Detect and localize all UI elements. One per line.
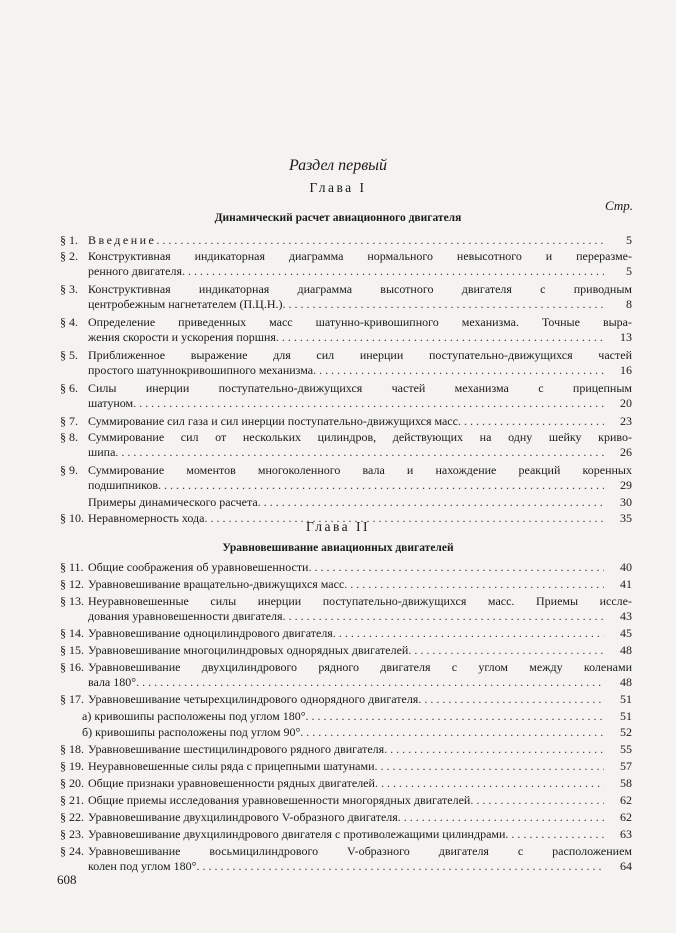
- toc-entry[interactable]: [60, 381, 632, 411]
- entry-title-line: Примеры динамического расчета: [88, 495, 258, 509]
- leader-dots: [344, 577, 604, 592]
- leader-dots: [283, 297, 605, 312]
- page-number-ref: 23: [620, 414, 632, 428]
- entry-title-line: Уравновешивание двухцилиндрового двигателя с противолежащими цилиндрами: [88, 827, 506, 841]
- entry-title-line: Определение приведенных масс шатунно-кривошипного механизма. Точные выра-: [88, 315, 632, 329]
- toc-entry[interactable]: [60, 249, 632, 279]
- entry-title-line: Приближенное выражение для сил инерции поступательно-движущихся частей: [88, 348, 632, 362]
- leader-dots: [133, 396, 604, 411]
- leader-dots: [283, 609, 604, 624]
- entry-title-line: Уравновешивание многоцилиндровых однорядных двигателей: [88, 643, 409, 657]
- entry-title-line: Общие признаки уравновешенности рядных двигателей: [88, 776, 375, 790]
- toc-entry[interactable]: [60, 463, 632, 493]
- entry-title-line: Общие соображения об уравновешенности: [88, 560, 309, 574]
- toc-entry[interactable]: [60, 844, 632, 874]
- leader-dots: [418, 692, 604, 707]
- page-number-ref: 5: [626, 264, 632, 278]
- section-number: § 23.: [60, 827, 84, 841]
- entry-title-line: Суммирование моментов многоколенного вала и нахождение реакций коренных: [88, 463, 632, 477]
- page-number-ref: 5: [626, 233, 632, 247]
- toc-entry[interactable]: [60, 742, 632, 757]
- toc-entry[interactable]: [60, 495, 632, 510]
- page-number-ref: 64: [620, 859, 632, 873]
- entry-title-line: шатуном: [88, 396, 134, 410]
- toc-entry[interactable]: [60, 577, 632, 592]
- entry-title-line: Уравновешивание вращательно-движущихся масс: [88, 577, 345, 591]
- section-number: § 22.: [60, 810, 84, 824]
- entry-title-line: центробежным нагнетателем (П.Ц.Н.): [88, 297, 283, 311]
- leader-dots: [384, 742, 604, 757]
- toc-entry[interactable]: [60, 709, 632, 724]
- leader-dots: [158, 478, 604, 493]
- entry-title-line: Уравновешивание одноцилиндрового двигателя: [88, 626, 333, 640]
- section-number: § 6.: [60, 381, 78, 395]
- toc-entry[interactable]: [60, 233, 632, 248]
- section-number: § 19.: [60, 759, 84, 773]
- leader-dots: [258, 495, 604, 510]
- page-number-ref: 55: [620, 742, 632, 756]
- page-number-ref: 45: [620, 626, 632, 640]
- entry-title-line: Неуравновешенные силы инерции поступательно-движущихся масс. Приемы иссле-: [88, 594, 632, 608]
- page-number-ref: 41: [620, 577, 632, 591]
- leader-dots: [470, 793, 604, 808]
- section-number: § 21.: [60, 793, 84, 807]
- section-number: § 20.: [60, 776, 84, 790]
- section-number: § 18.: [60, 742, 84, 756]
- leader-dots: [300, 725, 604, 740]
- entry-title-line: б) кривошипы расположены под углом 90°: [82, 725, 301, 739]
- page-number-ref: 62: [620, 793, 632, 807]
- entry-title-line: подшипников: [88, 478, 158, 492]
- chapter-2-label: Глава II: [305, 519, 371, 534]
- page-number-ref: 63: [620, 827, 632, 841]
- toc-entry[interactable]: [60, 560, 632, 575]
- entry-title-line: Уравновешивание двухцилиндрового V-образного двигателя: [88, 810, 398, 824]
- page-number-ref: 8: [626, 297, 632, 311]
- page-number-ref: 35: [620, 511, 632, 525]
- toc-entry[interactable]: [60, 810, 632, 825]
- page-number-ref: 62: [620, 810, 632, 824]
- entry-title-line: Уравновешивание четырехцилиндрового однорядного двигателя: [88, 692, 419, 706]
- page-number-ref: 43: [620, 609, 632, 623]
- entry-title-line: Конструктивная индикаторная диаграмма нормального невысотного и переразме-: [88, 249, 632, 263]
- toc-entry[interactable]: [60, 692, 632, 707]
- leader-dots: [408, 643, 604, 658]
- page-number-ref: 13: [620, 330, 632, 344]
- leader-dots: [156, 233, 604, 248]
- leader-dots: [375, 776, 604, 791]
- entry-title-line: вала 180°: [88, 675, 137, 689]
- page-number: 608: [57, 872, 77, 887]
- leader-dots: [458, 414, 604, 429]
- section-number: § 8.: [60, 430, 78, 444]
- toc-entry[interactable]: [60, 776, 632, 791]
- leader-dots: [182, 264, 604, 279]
- entry-title-line: простого шатуннокривошипного механизма: [88, 363, 314, 377]
- section-number: § 9.: [60, 463, 78, 477]
- section-number: § 13.: [60, 594, 84, 608]
- section-number: § 1.: [60, 233, 78, 247]
- entry-title-line: Неравномерность хода: [88, 511, 205, 525]
- part-title: Раздел первый: [288, 157, 388, 174]
- section-number: § 16.: [60, 660, 84, 674]
- toc-entry[interactable]: [60, 315, 632, 345]
- entry-title-line: дования уравновешенности двигателя: [88, 609, 283, 623]
- leader-dots: [313, 363, 604, 378]
- leader-dots: [196, 859, 604, 874]
- section-number: § 12.: [60, 577, 84, 591]
- leader-dots: [398, 810, 604, 825]
- toc-entry[interactable]: [60, 282, 632, 312]
- toc-entry[interactable]: [60, 430, 632, 460]
- leader-dots: [276, 330, 604, 345]
- entry-title-line: Уравновешивание двухцилиндрового рядного двигателя с углом между коленами: [88, 660, 632, 674]
- leader-dots: [333, 626, 604, 641]
- entry-title-line: Суммирование сил от нескольких цилиндров, действующих на одну шейку криво-: [88, 430, 632, 444]
- toc-entry[interactable]: [60, 414, 632, 429]
- page-number-ref: 30: [620, 495, 632, 509]
- section-number: § 5.: [60, 348, 78, 362]
- section-number: § 2.: [60, 249, 78, 263]
- page-number-ref: 48: [620, 643, 632, 657]
- entry-title-line: Общие приемы исследования уравновешенности многорядных двигателей: [88, 793, 471, 807]
- section-number: § 4.: [60, 315, 78, 329]
- page-number-ref: 51: [620, 692, 632, 706]
- page-number-ref: 29: [620, 478, 632, 492]
- entry-title-line: Уравновешивание шестицилиндрового рядного двигателя: [88, 742, 385, 756]
- page-number-ref: 16: [620, 363, 632, 377]
- toc-entry[interactable]: [60, 348, 632, 378]
- chapter-1-label: Глава I: [309, 180, 367, 195]
- page-number-ref: 20: [620, 396, 632, 410]
- page-number-ref: 52: [620, 725, 632, 739]
- page-number-ref: 26: [620, 445, 632, 459]
- section-number: § 7.: [60, 414, 78, 428]
- page-number-ref: 40: [620, 560, 632, 574]
- leader-dots: [505, 827, 604, 842]
- section-number: § 15.: [60, 643, 84, 657]
- chapter-1-title: Динамический расчет авиационного двигателя: [214, 212, 462, 224]
- toc-entry[interactable]: [60, 643, 632, 658]
- leader-dots: [115, 445, 604, 460]
- entry-title-line: Неуравновешенные силы ряда с прицепными шатунами: [88, 759, 375, 773]
- entry-title-line: Уравновешивание восьмицилиндрового V-образного двигателя с расположением: [88, 844, 632, 858]
- entry-title-line: жения скорости и ускорения поршня: [88, 330, 276, 344]
- entry-title-line: колен под углом 180°: [88, 859, 197, 873]
- section-number: § 17.: [60, 692, 84, 706]
- page-number-ref: 48: [620, 675, 632, 689]
- section-number: § 11.: [60, 560, 84, 574]
- section-number: § 14.: [60, 626, 84, 640]
- page-column-label: Стр.: [605, 198, 633, 213]
- entry-title-line: Конструктивная индикаторная диаграмма высотного двигателя с приводным: [88, 282, 632, 296]
- page-number-ref: 58: [620, 776, 632, 790]
- entry-title-line: Введение: [88, 233, 157, 247]
- entry-title-line: шипа: [88, 445, 116, 459]
- section-number: § 3.: [60, 282, 78, 296]
- entry-title-line: а) кривошипы расположены под углом 180°: [82, 709, 306, 723]
- leader-dots: [308, 560, 604, 575]
- chapter-2-title: Уравновешивание авиационных двигателей: [222, 542, 454, 554]
- leader-dots: [375, 759, 604, 774]
- page-number-ref: 57: [620, 759, 632, 773]
- toc-entry[interactable]: [60, 725, 632, 740]
- toc-entry[interactable]: [60, 594, 632, 624]
- section-number: § 10.: [60, 511, 84, 525]
- leader-dots: [306, 709, 605, 724]
- toc-entry[interactable]: [60, 626, 632, 641]
- toc-entry[interactable]: [60, 793, 632, 808]
- entry-title-line: Суммирование сил газа и сил инерции поступательно-движущихся масс: [88, 414, 458, 428]
- toc-entry[interactable]: [60, 827, 632, 842]
- toc-entry[interactable]: [60, 759, 632, 774]
- leader-dots: [136, 675, 604, 690]
- section-number: § 24.: [60, 844, 84, 858]
- entry-title-line: ренного двигателя: [88, 264, 183, 278]
- toc-entry[interactable]: [60, 660, 632, 690]
- entry-title-line: Силы инерции поступательно-движущихся частей механизма с прицепным: [88, 381, 632, 395]
- page-number-ref: 51: [620, 709, 632, 723]
